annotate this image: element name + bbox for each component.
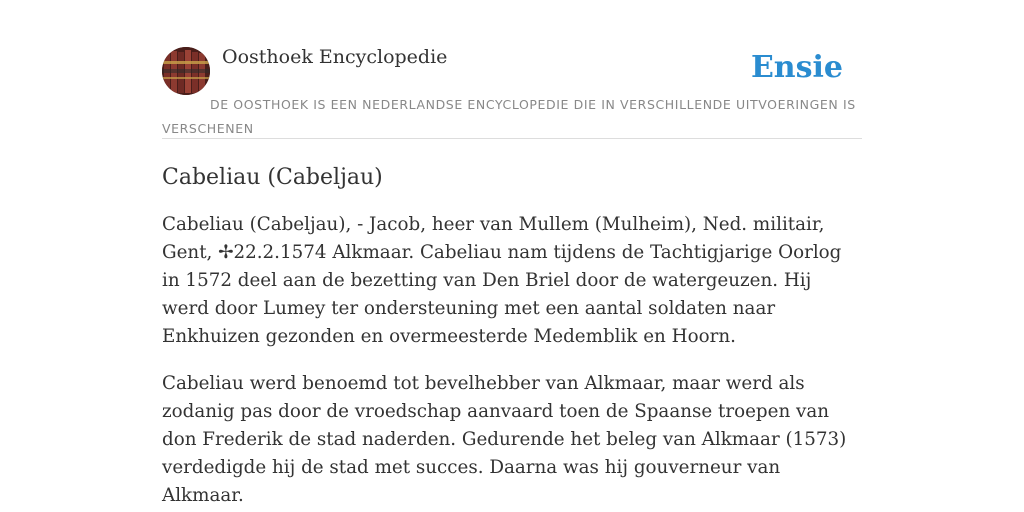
article-paragraph-2: Cabeliau werd benoemd tot bevelhebber van Alkmaar, maar werd als zodanig pas door de vroedschap aanvaard toen de Spaanse troepen van don Frederik de stad naderden. Gedurende het beleg van Alkmaar (1573) verdedigde hij de stad met succes. Daarna was hij gouverneur van Alkmaar. [162, 373, 847, 506]
encyclopedia-books-icon[interactable] [162, 47, 210, 95]
site-name-link[interactable]: Oosthoek Encyclopedie [222, 46, 448, 68]
article-paragraph-1: Cabeliau (Cabeljau), - Jacob, heer van Mullem (Mulheim), Ned. militair, Gent, ✢22.2.1574 Alkmaar. Cabeliau nam tijdens de Tachtigjarige Oorlog in 1572 deel aan de bezetting van Den Briel door de watergeuzen. Hij werd door Lumey ter ondersteuning met een aantal soldaten naar Enkhuizen gezonden en overmeesterde Medemblik en Hoorn. [162, 214, 842, 347]
page-container [162, 46, 862, 510]
article-title: Cabeliau (Cabeljau) [162, 165, 383, 190]
site-header [162, 46, 862, 139]
books-image [162, 47, 210, 95]
ensie-logo-link[interactable]: Ensie [750, 50, 843, 85]
site-tagline: DE OOSTHOEK IS EEN NEDERLANDSE ENCYCLOPEDIE DIE IN VERSCHILLENDE UITVOERINGEN IS VERSCHENEN [162, 97, 856, 136]
